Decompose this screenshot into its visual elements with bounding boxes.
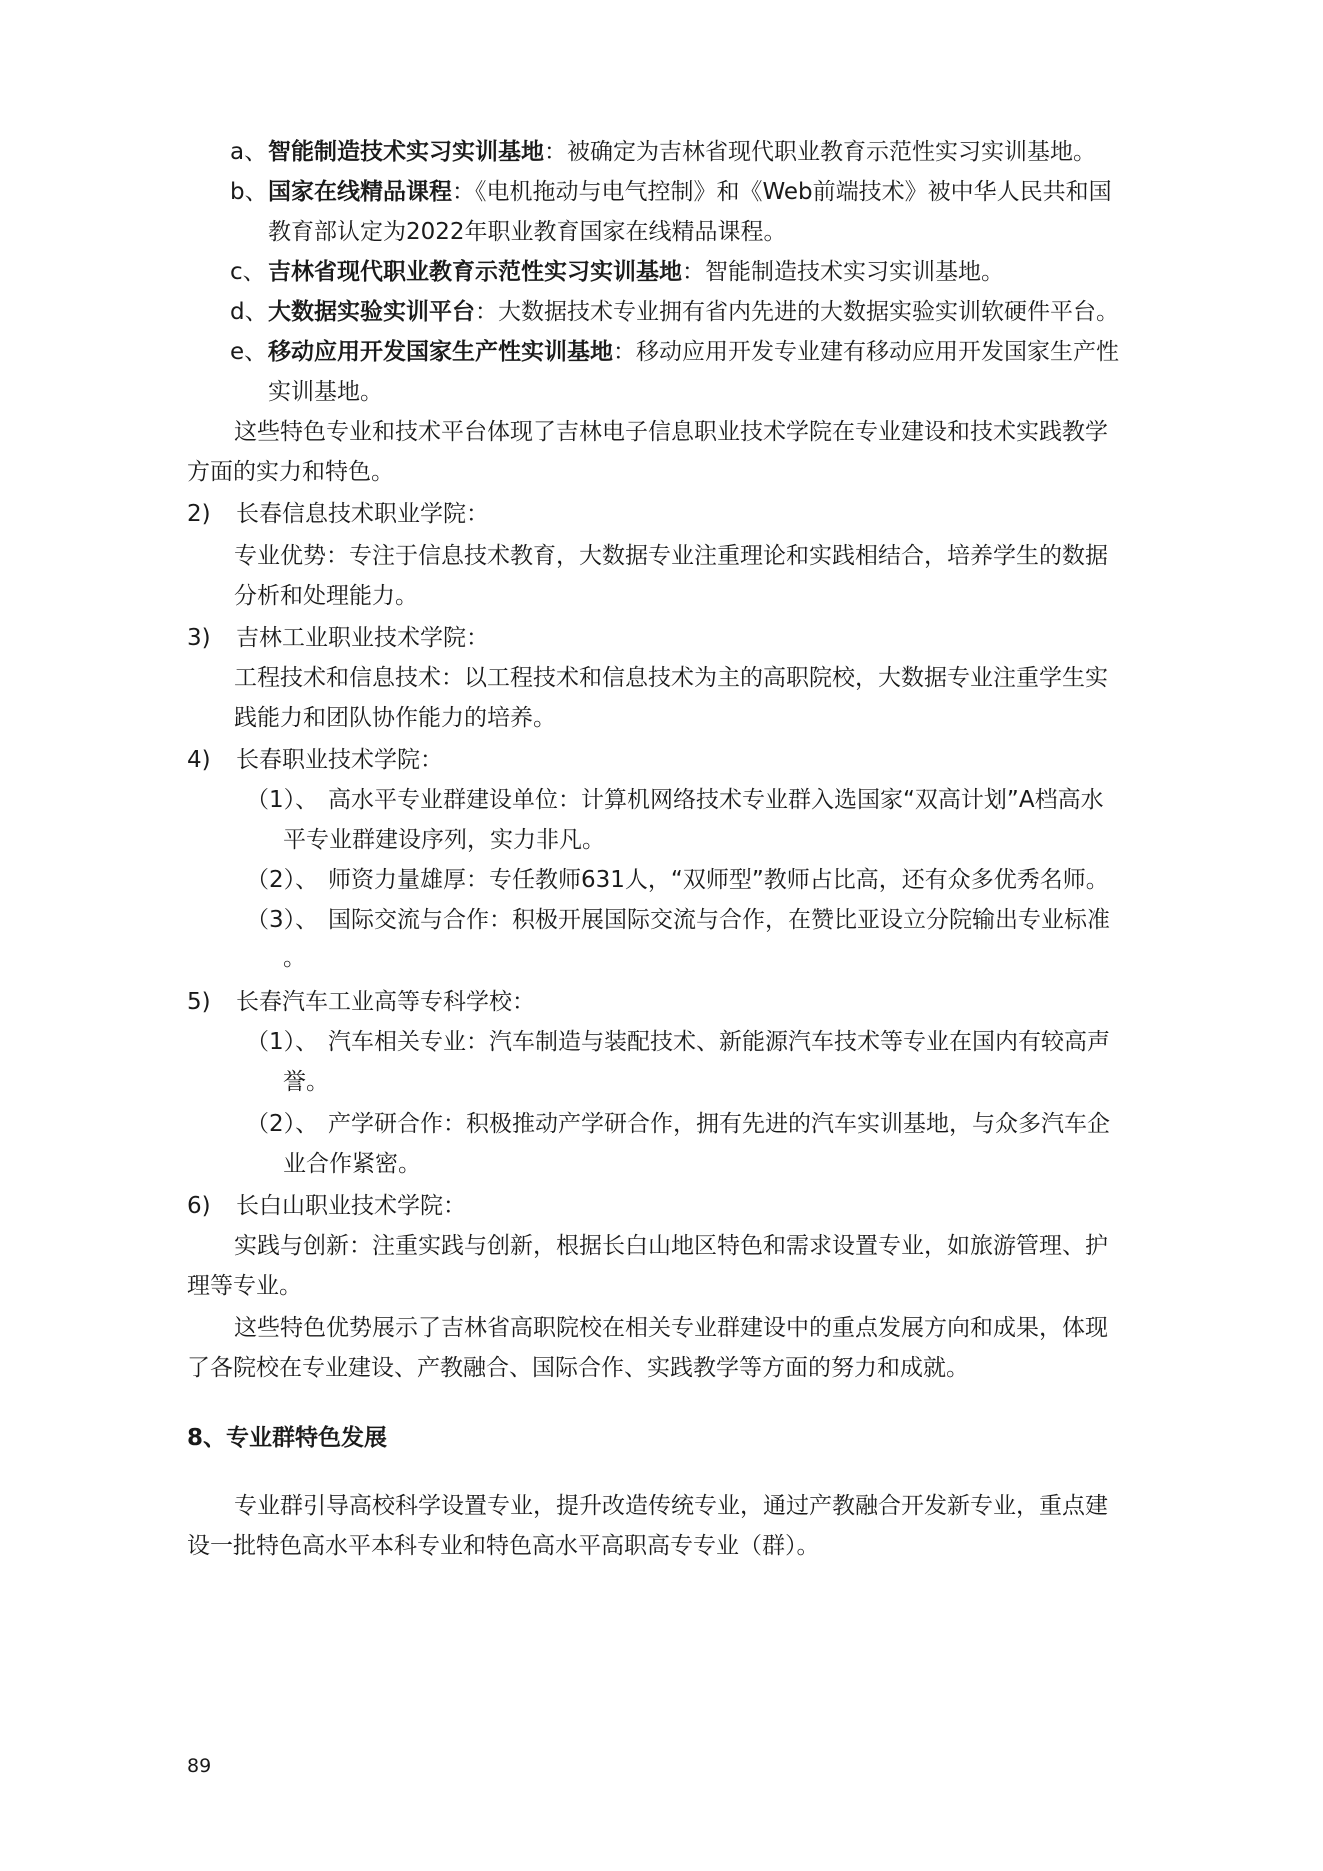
school-2-line1: 专业优势：专注于信息技术教育，大数据专业注重理论和实践相结合，培养学生的数据 xyxy=(234,543,1108,569)
list-item-a-text: ：被确定为吉林省现代职业教育示范性实习实训基地。 xyxy=(544,139,1096,165)
list-item-b-text: ：《电机拖动与电气控制》和《Web前端技术》被中华人民共和国 xyxy=(452,179,1112,205)
summary2-line1: 这些特色优势展示了吉林省高职院校在相关专业群建设中的重点发展方向和成果，体现 xyxy=(234,1315,1108,1341)
school-6-name: 长白山职业技术学院： xyxy=(236,1193,466,1219)
list-marker-c: c、 xyxy=(230,259,266,285)
list-item-e-title: 移动应用开发国家生产性实训基地 xyxy=(268,339,613,365)
list-item-b-continuation: 教育部认定为2022年职业教育国家在线精品课程。 xyxy=(268,219,787,245)
list-item-a-title: 智能制造技术实习实训基地 xyxy=(268,139,544,165)
school-5-item1-line2: 誉。 xyxy=(283,1069,329,1095)
summary2-line2: 了各院校在专业建设、产教融合、国际合作、实践教学等方面的努力和成就。 xyxy=(187,1355,969,1381)
school-3-line2: 践能力和团队协作能力的培养。 xyxy=(234,705,556,731)
list-item-b-title: 国家在线精品课程 xyxy=(268,179,452,205)
list-item-b xyxy=(268,176,1112,208)
list-marker-b: b、 xyxy=(230,179,268,205)
school-4-item1-line1: 高水平专业群建设单位：计算机网络技术专业群入选国家“双高计划”A档高水 xyxy=(328,787,1104,813)
list-item-d-text: ：大数据技术专业拥有省内先进的大数据实验实训软硬件平台。 xyxy=(475,299,1119,325)
summary1-line2: 方面的实力和特色。 xyxy=(187,459,394,485)
school-5-item2-line2: 业合作紧密。 xyxy=(283,1151,421,1177)
school-5-item1-line1: 汽车相关专业：汽车制造与装配技术、新能源汽车技术等专业在国内有较高声 xyxy=(328,1029,1110,1055)
list-item-c-text: ：智能制造技术实习实训基地。 xyxy=(682,259,1004,285)
list-marker-d: d、 xyxy=(230,299,268,325)
school-5-item2-marker: （2）、 xyxy=(246,1111,319,1137)
list-marker-a: a、 xyxy=(230,139,268,165)
school-2-name: 长春信息技术职业学院： xyxy=(236,501,489,527)
school-4-name: 长春职业技术学院： xyxy=(236,747,443,773)
school-3-line1: 工程技术和信息技术：以工程技术和信息技术为主的高职院校，大数据专业注重学生实 xyxy=(234,665,1108,691)
list-item-e-text: ：移动应用开发专业建有移动应用开发国家生产性 xyxy=(613,339,1119,365)
school-4-item2-marker: （2）、 xyxy=(246,867,319,893)
school-4-item3-line1: 国际交流与合作：积极开展国际交流与合作，在赞比亚设立分院输出专业标准 xyxy=(328,907,1110,933)
school-3-name: 吉林工业职业技术学院： xyxy=(236,625,489,651)
school-6-line1: 实践与创新：注重实践与创新，根据长白山地区特色和需求设置专业，如旅游管理、护 xyxy=(234,1233,1108,1259)
school-4-item2-line1: 师资力量雄厚：专任教师631人，“双师型”教师占比高，还有众多优秀名师。 xyxy=(328,867,1109,893)
school-4-item1-marker: （1）、 xyxy=(246,787,319,813)
summary1-line1: 这些特色专业和技术平台体现了吉林电子信息职业技术学院在专业建设和技术实践教学 xyxy=(234,419,1108,445)
page-number: 89 xyxy=(187,1755,212,1777)
school-4-item1-line2: 平专业群建设序列，实力非凡。 xyxy=(283,827,605,853)
list-item-e xyxy=(268,336,1119,368)
school-2-line2: 分析和处理能力。 xyxy=(234,583,418,609)
list-marker-e: e、 xyxy=(230,339,268,365)
section-heading: 8、专业群特色发展 xyxy=(187,1425,388,1451)
list-item-d xyxy=(268,296,1119,328)
school-5-number: 5) xyxy=(187,989,211,1015)
school-4-number: 4) xyxy=(187,747,211,773)
list-item-c-title: 吉林省现代职业教育示范性实习实训基地 xyxy=(268,259,682,285)
section8-line2: 设一批特色高水平本科专业和特色高水平高职高专专业（群）。 xyxy=(187,1533,820,1559)
section8-line1: 专业群引导高校科学设置专业，提升改造传统专业，通过产教融合开发新专业，重点建 xyxy=(234,1493,1108,1519)
school-5-name: 长春汽车工业高等专科学校： xyxy=(236,989,535,1015)
school-4-item3-marker: （3）、 xyxy=(246,907,319,933)
school-6-number: 6) xyxy=(187,1193,211,1219)
school-4-item3-line2: 。 xyxy=(283,945,306,971)
list-item-c xyxy=(268,256,1004,288)
school-2-number: 2) xyxy=(187,501,211,527)
school-3-number: 3) xyxy=(187,625,211,651)
school-5-item1-marker: （1）、 xyxy=(246,1029,319,1055)
list-item-a xyxy=(268,136,1096,168)
list-item-e-continuation: 实训基地。 xyxy=(268,379,383,405)
list-item-d-title: 大数据实验实训平台 xyxy=(268,299,475,325)
school-6-line2: 理等专业。 xyxy=(187,1273,302,1299)
school-5-item2-line1: 产学研合作：积极推动产学研合作，拥有先进的汽车实训基地，与众多汽车企 xyxy=(328,1111,1110,1137)
